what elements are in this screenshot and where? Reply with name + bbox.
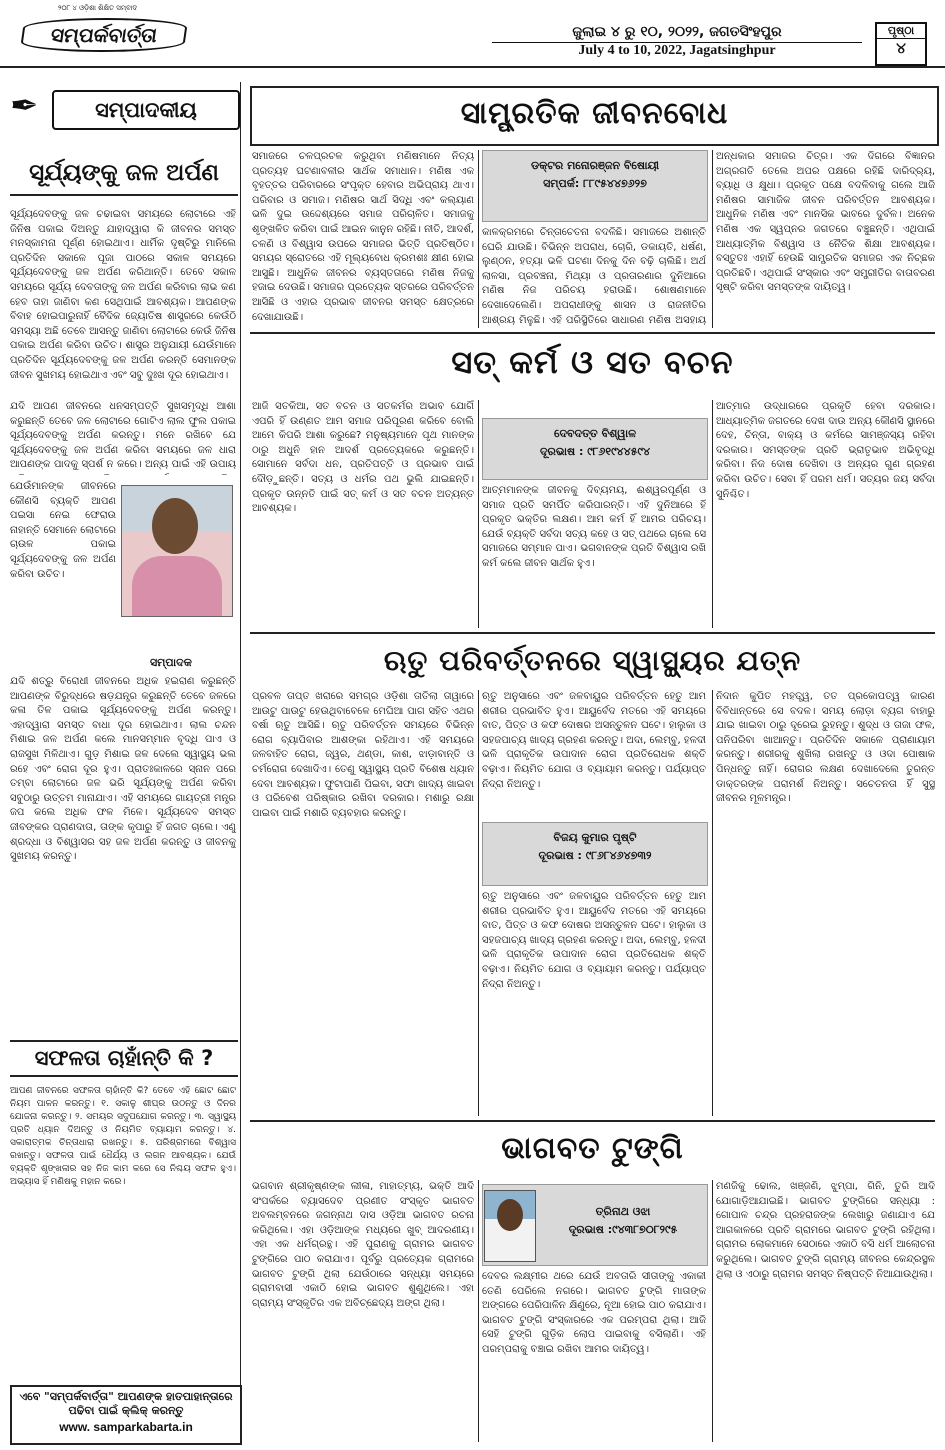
article-3-byline-box: [482, 822, 708, 886]
page-number-box: [875, 22, 927, 66]
editor-photo: [121, 485, 233, 617]
article-3-phone: ଦୂରଭାଷ : ୯୮୬୮୪୬୪୭୩୨: [538, 849, 652, 862]
success-headline: ସଫଳତା ଚାହାଁନ୍ତି କି ?: [10, 1040, 238, 1077]
newspaper-logo: [18, 4, 183, 62]
article-4-column-3: ମଣଜିକୁ ଢୋଲ, ଖଞ୍ଜଣି, ଝୁମ୍ପା, ଗିନି, ତୁରି ଆଦି ଯୋଗାଡ଼ିଆଯାଇଛି। ଭାଗବତ ଟୁଙ୍ଗିରେ ସନ୍ଧ୍ୟା : ଗୋପାଳ ଚନ୍ଦ୍ର ପ୍ରହରାଜଙ୍କ ଲେଖାରୁ ଜଣାଯାଏ ଯେ ଆଗକାଳରେ ପ୍ରତି ଗ୍ରାମରେ ଭାଗବତ ଟୁଙ୍ଗି ରହିଥିଲା। ଗ୍ରାମର ଲୋକମାନେ ସେଠାରେ ଏକାଠି ବସି ଧର୍ମ ଆଲୋଚନା କରୁଥିଲେ। ଭାଗବତ ଟୁଙ୍ଗି ଗ୍ରାମ୍ୟ ଜୀବନର କେନ୍ଦ୍ରସ୍ଥଳ ଥିଲା ଓ ଏଠାରୁ ଗ୍ରାମର ସମସ୍ତ ନିଷ୍ପତ୍ତି ନିଆଯାଉଥିଲା।: [716, 1181, 935, 1280]
success-body: ଆପଣ ଜୀବନରେ ସଫଳତା ଚାହାଁନ୍ତି କି? ତେବେ ଏହି ଛୋଟ ଛୋଟ ନିୟମ ପାଳନ କରନ୍ତୁ। ୧. ସକାଳୁ ଶୀଘ୍ର ଉଠନ୍ତୁ ଓ ଦିନର ଯୋଜନା କରନ୍ତୁ। ୨. ସମୟର ସଦୁପଯୋଗ କରନ୍ତୁ। ୩. ସ୍ୱାସ୍ଥ୍ୟ ପ୍ରତି ଧ୍ୟାନ ଦିଅନ୍ତୁ ଓ ନିୟମିତ ବ୍ୟାୟାମ କରନ୍ତୁ। ୪. ସକାରାତ୍ମକ ଚିନ୍ତାଧାରା ରଖନ୍ତୁ। ୫. ପରିଶ୍ରମରେ ବିଶ୍ୱାସ ରଖନ୍ତୁ। ସଫଳତା ପାଇଁ ଧୈର୍ଯ୍ୟ ଓ ଲଗନ ଆବଶ୍ୟକ। ଯେଉଁ ବ୍ୟକ୍ତି ଶୃଙ୍ଖଳାର ସହ ନିଜ କାମ କରେ ସେ ନିଶ୍ଚୟ ସଫଳ ହୁଏ। ଅଭ୍ୟାସ ହିଁ ମଣିଷକୁ ମହାନ କରେ।: [10, 1086, 236, 1187]
dateline: [492, 24, 862, 59]
logo-tagline: ୨୦୮ ୪ ଓଡ଼ିଶା ଶିକ୍ଷିତ ସମ୍ବାଦ: [58, 4, 138, 12]
date-english: July 4 to 10, 2022, Jagatsinghpur: [578, 43, 776, 58]
editor-face: [152, 498, 198, 554]
column-divider: [478, 1180, 479, 1442]
article-1-column-2: କାଳକ୍ରମରେ ଚିନ୍ତାଚେତନା ବଦଳିଛି। ସମାଜରେ ଅଶାନ୍ତି ଘେରି ଯାଉଛି। ବିଭିନ୍ନ ଅପରାଧ, ଚୋରି, ଡକାୟତି, ଧର୍ଷଣ, ଲୁଣ୍ଠନ, ହତ୍ୟା ଭଳି ଘଟଣା ଦିନକୁ ଦିନ ବଢ଼ି ଚାଲିଛି। ଅର୍ଥ ଲାଳସା, ପ୍ରବଞ୍ଚନା, ମିଥ୍ୟା ଓ ପ୍ରତାରଣାର ଦୁନିଆରେ ମଣିଷ ନିଜ ପରିଚୟ ହରାଉଛି। ଶୋଷଣମାନେ ଦେଖାଦେଲେଣି। ଅପରାଧୀଙ୍କୁ ଶାସନ ଓ ରାଜନୀତିର ଆଶ୍ରୟ ମିଳୁଛି। ଏହି ପରିସ୍ଥିତିରେ ସାଧାରଣ ମଣିଷ ଅସହାୟ: [482, 227, 706, 326]
page-label: ପୃଷ୍ଠା: [877, 24, 925, 39]
article-3-author: ବିଜୟ କୁମାର ପୃଷ୍ଟି: [553, 831, 637, 844]
article-2-headline: ସତ୍ କର୍ମ ଓ ସତ ବଚନ: [250, 332, 935, 396]
editorial-section-title: ସମ୍ପାଦକୀୟ: [52, 90, 240, 130]
column-divider: [712, 150, 713, 328]
article-2-column-2: ଆତ୍ମମାନଙ୍କ ଜୀବନକୁ ଦିବ୍ୟମୟ, ଈଶ୍ୱରପୂର୍ଣ୍ଣ ଓ ସମାଜ ପ୍ରତି ସମର୍ପିତ କରିପାରନ୍ତି। ଏହି ଦୁନିଆରେ ହିଁ ପ୍ରକୃତ ଭକ୍ତିର ଲକ୍ଷଣ। ଆମ କର୍ମ ହିଁ ଆମର ପରିଚୟ। ଯେଉଁ ବ୍ୟକ୍ତି ସର୍ବଦା ସତ୍ୟ କହେ ଓ ସତ୍ ପଥରେ ଚାଲେ ସେ ସମାଜରେ ସମ୍ମାନ ପାଏ। ଭଗବାନଙ୍କ ପ୍ରତି ବିଶ୍ୱାସ ରଖି କର୍ମ କଲେ ଜୀବନ ସାର୍ଥକ ହୁଏ।: [482, 485, 706, 569]
article-3-column-1: ପ୍ରବଳ ତାପ୍ତ ଖରାରେ ସମଗ୍ର ଓଡ଼ିଶା ତାତିଲା ତାୱାରେ ଆଉଟୁ ପାଉଟୁ ହେଉଥିବାବେଳେ ମେଘିଆ ପାଗ ସହିତ ଏଥର ବର୍ଷା ଋତୁ ଆସିଛି। ଋତୁ ପରିବର୍ତ୍ତନ ସମୟରେ ବିଭିନ୍ନ ରୋଗ ବ୍ୟାପିବାର ଆଶଙ୍କା ରହିଥାଏ। ଏହି ସମୟରେ ଜଳବାହିତ ରୋଗ, ଜ୍ୱର, ଥଣ୍ଡା, କାଶ, ଝାଡ଼ାବାନ୍ତି ଓ ଚର୍ମରୋଗ ଦେଖାଦିଏ। ତେଣୁ ସ୍ୱାସ୍ଥ୍ୟ ପ୍ରତି ବିଶେଷ ଧ୍ୟାନ ଦେବା ଆବଶ୍ୟକ। ଫୁଟାପାଣି ପିଇବା, ସଫା ଖାଦ୍ୟ ଖାଇବା ଓ ପରିବେଶ ପରିଷ୍କାର ରଖିବା ଦରକାର। ମଶାରୁ ରକ୍ଷା ପାଇବା ପାଇଁ ମଶାରି ବ୍ୟବହାର କରନ୍ତୁ।: [252, 691, 474, 819]
editorial-paragraph-4: ଯଦି ଶତ୍ରୁ ବିରୋଧୀ ଜୀବନରେ ଅଧିକ ହଇରାଣ କରୁଛନ୍ତି ଆପଣଙ୍କ ବିରୁଦ୍ଧରେ ଷଡ଼ଯନ୍ତ୍ର କରୁଛନ୍ତି ତେବେ ଜଳରେ କଳା ତିଳ ପକାଇ ସୂର୍ଯ୍ୟଦେବଙ୍କୁ ଅର୍ପଣ କରନ୍ତୁ। ଏହାଦ୍ୱାରା ସମସ୍ତ ବାଧା ଦୂର ହୋଇଥାଏ। ଲାଲ ଚନ୍ଦନ ମିଶାଇ ଜଳ ଅର୍ପଣ କଲେ ମାନସମ୍ମାନ ବୃଦ୍ଧି ପାଏ ଓ ରାଜସୁଖ ମିଳିଥାଏ। ଗୁଡ଼ ମିଶାଇ ଜଳ ଦେଲେ ସ୍ୱାସ୍ଥ୍ୟ ଭଲ ରହେ ଏବଂ ରୋଗ ଦୂର ହୁଏ। ପ୍ରାତଃକାଳରେ ସ୍ନାନ ପରେ ତମ୍ବା ଲୋଟାରେ ଜଳ ଭରି ସୂର୍ଯ୍ୟଙ୍କୁ ଅର୍ପଣ କରିବା ସବୁଠାରୁ ଉତ୍ତମ ମାନାଯାଏ। ଏହି ସମୟରେ ଗାୟତ୍ରୀ ମନ୍ତ୍ର ଜପ କଲେ ଅଧିକ ଫଳ ମିଳେ। ସୂର୍ଯ୍ୟଦେବ ସମସ୍ତ ଜୀବଙ୍କର ପ୍ରାଣଦାତା, ତାଙ୍କ କୃପାରୁ ହିଁ ଜଗତ ଚାଲେ। ଏଣୁ ଶ୍ରଦ୍ଧା ଓ ବିଶ୍ୱାସର ସହ ଜଳ ଅର୍ପଣ କରନ୍ତୁ ଓ ଜୀବନକୁ ସୁଖମୟ କରନ୍ତୁ।: [10, 676, 236, 863]
article-4-column-2: ଦେବର ଲକ୍ଷ୍ମୀର ଥରେ ଯେଉଁ ଅବତାରି ସୀତାଙ୍କୁ ଏକାକୀ ତେଣି ପେରିଲେ ନଗରେ। ଭାଗବତ ଟୁଙ୍ଗି ମାତାଙ୍କ ଅଙ୍ଗରେ ପେରିପାଳିନ କ୍ଷିଣୁରେ, ନୂଆ ହୋଇ ପାଠ କରାଯାଏ। ଭାଗବତ ଟୁଙ୍ଗି ସଂସ୍କାରରେ ଏକ ପରମ୍ପରା ଥିଲା। ଆଜି ସେହି ଟୁଙ୍ଗି ଗୁଡ଼ିକ ଲୋପ ପାଇବାକୁ ବସିଲାଣି। ଏହି ପରମ୍ପରାକୁ ବଞ୍ଚାଇ ରଖିବା ଆମର ଦାୟିତ୍ୱ।: [482, 1271, 706, 1355]
editorial-paragraph-2: ଯଦି ଆପଣ ଜୀବନରେ ଧନସମ୍ପତ୍ତି ସୁଖସମୃଦ୍ଧି ଆଶା କରୁଛନ୍ତି ତେବେ ଜଳ ଲୋଟାରେ ଗୋଟିଏ ଲାଲ ଫୁଲ ପକାଇ ସୂର୍ଯ୍ୟଦେବଙ୍କୁ ଅର୍ପଣ କରନ୍ତୁ। ମନେ ରଖିବେ ଯେ ସୂର୍ଯ୍ୟଦେବଙ୍କୁ ଜଳ ଅର୍ପଣ କରିବା ସମୟରେ ଜଳ ଧାରା ଆପଣଙ୍କ ପାଦକୁ ସ୍ପର୍ଶ ନ କରେ। ଅନ୍ୟ ପାଇଁ ଏହି ଉପାୟ: [10, 401, 236, 471]
article-2-author: ଦେବଦତ୍ତ ବିଶ୍ୱାଳ: [553, 427, 637, 440]
article-3-headline: ଋତୁ ପରିବର୍ତ୍ତନରେ ସ୍ୱାସ୍ଥ୍ୟର ଯତ୍ନ: [250, 632, 935, 690]
article-4-author-photo: [484, 1190, 536, 1262]
article-1-author: ଡକ୍ଟର ମନୋରଞ୍ଜନ ବିଷୋୟୀ: [531, 159, 659, 172]
quill-pen-icon: ✒: [10, 86, 39, 126]
column-divider: [712, 400, 713, 628]
editorial-paragraph-1: ସୂର୍ଯ୍ୟଦେବଙ୍କୁ ଜଳ ଚଢାଇବା ସମୟରେ ଲୋଟାରେ ଏହି ଜିନିଷ ପକାଇ ଦିଅନ୍ତୁ ଯାହାଦ୍ୱାରା କି ଜୀବନର ସମସ୍ତ ମନସ୍କାମନା ପୂର୍ଣ୍ଣ ହୋଇଥାଏ। ଧାର୍ମିକ ଦୃଷ୍ଟିରୁ ମାନିଲେ ପ୍ରତିଦିନ ସକାଳେ ପୂଜା ପାଠରେ ସକାଳ ସମୟରେ ସୂର୍ଯ୍ୟଦେବଙ୍କୁ ଜଳ ଅର୍ପଣ କରିଥାନ୍ତି। ତେବେ ସକାଳ ସମୟରେ ସୂର୍ଯ୍ୟ ଦେବତାଙ୍କୁ ଜଳ ଅର୍ପଣ କରିବାର ଲାଭ କଣ ହେବ ତାହା ଜାଣିବା କଣ ସେଥିପାଇଁ ଆବଶ୍ୟକ। ଆପଣଙ୍କ ବିବାହ ହୋଇପାରୁନାହିଁ ବୈଦିକ ଜ୍ୟୋତିଷ ଶାସ୍ତ୍ରରେ କେଉଁଠି ସମସ୍ୟା ଅଛି ତେବେ ଆସନ୍ତୁ ଜାଣିବା ଲୋଟାରେ କେଉଁ ଜିନିଷ ପକାଇ ଅର୍ପଣ କରିବା ଉଚିତ। ଶାସ୍ତ୍ର ଅନୁଯାୟୀ ଯେଉଁମାନେ ପ୍ରତିଦିନ ସୂର୍ଯ୍ୟଦେବଙ୍କୁ ଜଳ ଅର୍ପଣ କରନ୍ତି ସେମାନଙ୍କ ଜୀବନ ସୁଖମୟ ହୋଇଥାଏ ଏବଂ ସବୁ ଦୁଃଖ ଦୂର ହୋଇଥାଏ।: [10, 209, 236, 381]
column-divider: [478, 400, 479, 628]
author-face: [497, 1199, 523, 1231]
website-url-link[interactable]: www. samparkabarta.in: [59, 1420, 193, 1434]
article-1-headline: ସାମ୍ପ୍ରତିକ ଜୀବନବୋଧ: [250, 86, 939, 146]
column-divider: [712, 690, 713, 1116]
article-4-headline: ଭାଗବତ ଟୁଙ୍ଗି: [250, 1120, 935, 1178]
logo-name: ସମ୍ପର୍କବାର୍ତ୍ତା: [20, 18, 189, 52]
article-4-phone: ଦୂରଭାଷ :୯୪୩୮୭୦୮୨୯୫: [568, 1223, 678, 1236]
editor-photo-caption: ସମ୍ପାଦକ: [150, 656, 192, 669]
article-1-column-1: ସମାଜରେ ଚଳପ୍ରଚଳ କରୁଥିବା ମଣିଷମାନେ ନିତ୍ୟ ପ୍ରତ୍ୟହ ଘଟଣାବଳୀର ସାର୍ଥକ ସମାଧାନ। ମଣିଷ ଏକ ବୃହତ୍ତର ପରିବାରରେ ସଂପୃକ୍ତ ହେବାର ଅଭିପ୍ରାୟ ଥାଏ। ପରିବାର ଓ ସମାଜ। ମଣିଷର ସାର୍ଥ ସିଦ୍ଧି ଏବଂ କଲ୍ୟାଣ ଭଳି ଦୁଇ ଉଦ୍ଦେଶ୍ୟରେ ସମାଜ ପରିଚାଳିତ। ସମାଜକୁ ଶୃଙ୍ଖଳିତ କରିବା ପାଇଁ ଆଇନ କାନୁନ ରହିଛି। ନୀତି, ଆଦର୍ଶ, ଚଳଣି ଓ ବିଶ୍ୱାସ ଉପରେ ସମାଜର ଭିତ୍ତି ପ୍ରତିଷ୍ଠିତ। ସମୟର ସ୍ରୋତରେ ଏହି ମୂଲ୍ୟବୋଧ କ୍ରମଶଃ କ୍ଷୀଣ ହୋଇ ଆସୁଛି। ଆଧୁନିକ ଜୀବନର ବ୍ୟସ୍ତତାରେ ମଣିଷ ନିଜକୁ ହଜାଇ ଦେଉଛି। ସମାଜର ପ୍ରତ୍ୟେକ ସ୍ତରରେ ପରିବର୍ତ୍ତନ ଆସିଛି ଓ ଏହାର ପ୍ରଭାବ ଜୀବନର ସମସ୍ତ କ୍ଷେତ୍ରରେ ଦେଖାଯାଉଛି।: [252, 151, 474, 323]
promo-line-1: ଏବେ "ସମ୍ପର୍କବାର୍ତ୍ତା" ଆପଣଙ୍କ ହାତପାହାନ୍ତାରେ: [19, 1390, 233, 1403]
promo-line-2: ପଢିବା ପାଇଁ କ୍ଲିକ୍ କରନ୍ତୁ: [68, 1404, 184, 1417]
article-2-byline-box: [482, 418, 708, 480]
article-3-column-3: ନିଦାନ କୁପିତ ମହତ୍ତ୍ୱ, ତତ ପ୍ରକୋପତ୍ୱ କାରଣ ବିବିଧାନ୍ତରେ ସେ ବଦଳ। ସମୟ ଲୋଡ଼ା ବ୍ୟଗ ବାହାରୁ ଯାଇ ଖାଇବା ଠାରୁ ଦୂରେଇ ରୁହନ୍ତୁ। ଶୁଦ୍ଧ ଓ ତାଜା ଫଳ, ପନିପରିବା ଖାଆନ୍ତୁ। ପ୍ରତିଦିନ ସକାଳେ ପ୍ରାଣାୟାମ କରନ୍ତୁ। ଶରୀରକୁ ଶୁଖିଲା ରଖନ୍ତୁ ଓ ଓଦା ପୋଷାକ ପିନ୍ଧନ୍ତୁ ନାହିଁ। ରୋଗର ଲକ୍ଷଣ ଦେଖାଦେଲେ ତୁରନ୍ତ ଡାକ୍ତରଙ୍କ ପରାମର୍ଶ ନିଅନ୍ତୁ। ସଚେତନତା ହିଁ ସୁସ୍ଥ ଜୀବନର ମୂଳମନ୍ତ୍ର।: [716, 691, 935, 805]
editor-shirt: [132, 556, 222, 616]
page-number: ୪: [896, 39, 906, 57]
article-3-column-2: ଋତୁ ଅନୁସାରେ ଏବଂ ଜଳବାୟୁର ପରିବର୍ତ୍ତନ ହେତୁ ଆମ ଶରୀର ପ୍ରଭାବିତ ହୁଏ। ଆୟୁର୍ବେଦ ମତରେ ଏହି ସମୟରେ ବାତ, ପିତ୍ତ ଓ କଫ ଦୋଷର ଅସନ୍ତୁଳନ ଘଟେ। ହାଲୁକା ଓ ସହଜପାଚ୍ୟ ଖାଦ୍ୟ ଗ୍ରହଣ କରନ୍ତୁ। ଅଦା, ଲେମ୍ବୁ, ହଳଦୀ ଭଳି ପ୍ରାକୃତିକ ଉପାଦାନ ରୋଗ ପ୍ରତିରୋଧକ ଶକ୍ତି ବଢ଼ାଏ। ନିୟମିତ ଯୋଗ ଓ ବ୍ୟାୟାମ କରନ୍ତୁ। ପର୍ଯ୍ୟାପ୍ତ ନିଦ୍ରା ନିଅନ୍ତୁ।: [482, 691, 706, 790]
website-promo-box: [10, 1385, 242, 1445]
article-1-byline-box: [482, 150, 708, 222]
article-4-author: ତ୍ରିନାଥ ଓଝା: [595, 1205, 651, 1218]
article-3-column-2b: ଋତୁ ଅନୁସାରେ ଏବଂ ଜଳବାୟୁର ପରିବର୍ତ୍ତନ ହେତୁ ଆମ ଶରୀର ପ୍ରଭାବିତ ହୁଏ। ଆୟୁର୍ବେଦ ମତରେ ଏହି ସମୟରେ ବାତ, ପିତ୍ତ ଓ କଫ ଦୋଷର ଅସନ୍ତୁଳନ ଘଟେ। ହାଲୁକା ଓ ସହଜପାଚ୍ୟ ଖାଦ୍ୟ ଗ୍ରହଣ କରନ୍ତୁ। ଅଦା, ଲେମ୍ବୁ, ହଳଦୀ ଭଳି ପ୍ରାକୃତିକ ଉପାଦାନ ରୋଗ ପ୍ରତିରୋଧକ ଶକ୍ତି ବଢ଼ାଏ। ନିୟମିତ ଯୋଗ ଓ ବ୍ୟାୟାମ କରନ୍ତୁ। ପର୍ଯ୍ୟାପ୍ତ ନିଦ୍ରା ନିଅନ୍ତୁ।: [482, 891, 706, 990]
article-2-phone: ଦୂରଭାଷ : ୯୮୬୧୯୪୪୫୯୪: [539, 445, 651, 458]
editorial-paragraph-3: ଯେଉଁମାନଙ୍କ ଜୀବନରେ କୌଣସି ବ୍ୟକ୍ତି ଆପଣ ପଇସା ନେଇ ଫେରାଉ ନାହାନ୍ତି ସେମାନେ ଲୋଟାରେ ଚାଉଳ ପକାଇ ସୂର୍ଯ୍ୟଦେବଙ୍କୁ ଜଳ ଅର୍ପଣ କରିବା ଉଚିତ।: [10, 481, 116, 580]
masthead: [0, 0, 945, 68]
article-2-column-1: ଆଜି ସତକିଆ, ସତ ବଚନ ଓ ସତକର୍ମର ଅଭାବ ଯୋଗିଁ ଏପରି ହିଁ ଉଣ୍ଣତ ଆମ ସମାଜ ପରିପୂରଣ କରିବେ ବୋଲି ଆମେ କିପରି ଆଶା କରୁଛେ? ମନୁଷ୍ୟମାନେ ପୃଥ ମାନଙ୍କ ଠାରୁ ଅଧୁନି ହାନ ଆଦର୍ଶ ପ୍ରତ୍ୟେକରେ କରୁଛନ୍ତି। ସୋମାନେ ସର୍ବଦା ଧନ, ପ୍ରତିପତ୍ତି ଓ ପ୍ରଭାବ ପାଇଁ ଦୌଡ଼ୁଛନ୍ତି। ସତ୍ୟ ଓ ଧର୍ମର ପଥ ଭୁଲି ଯାଇଛନ୍ତି। ପ୍ରକୃତ ଉନ୍ନତି ପାଇଁ ସତ୍ କର୍ମ ଓ ସତ ବଚନ ଅତ୍ୟନ୍ତ ଆବଶ୍ୟକ।: [252, 401, 474, 515]
article-2-column-3: ଆତ୍ମାର ଉଦ୍ଧାରରେ ପ୍ରକୃତି ହେବା ଦରକାର। ଆଧ୍ୟାତ୍ମିକ ଜଗତରେ ଦେଖ ଦାଉ ଅନ୍ୟ କୌଣସି ସ୍ଥାନରେ ଦେହ, ଚିନ୍ତା, ବାକ୍ୟ ଓ କର୍ମରେ ସାମଞ୍ଜସ୍ୟ ରହିବା ଦରକାର। ସମସ୍ତଙ୍କ ପ୍ରତି ଭ୍ରାତୃଭାବ ଅଭିବୃଦ୍ଧି କରିବା। ନିଜ ଦୋଷ ଦେଖିବା ଓ ଅନ୍ୟର ଗୁଣ ଗ୍ରହଣ କରିବା ଉଚିତ। ସେବା ହିଁ ପରମ ଧର୍ମ। ସତ୍ୟର ଜୟ ସର୍ବଦା ସୁନିଶ୍ଚିତ।: [716, 401, 935, 500]
column-divider: [478, 150, 479, 328]
editorial-headline: ସୂର୍ଯ୍ୟଙ୍କୁ ଜଳ ଅର୍ପଣ: [10, 160, 238, 196]
article-1-column-3: ଅନ୍ଧକାର ସମାଜର ଚିତ୍ର। ଏକ ଦିଗରେ ବିଜ୍ଞାନର ଅଗ୍ରଗତି ତେଲେ ଅପର ପକ୍ଷରେ ରହିଛି ଦାରିଦ୍ର୍ୟ, ବ୍ୟାଧି ଓ କ୍ଷୁଧା। ପ୍ରକୃତ ପକ୍ଷେ ବଦଳିବାକୁ ଗଲେ ଆଜି ମଣିଷର ସାମାଜିକ ଜୀବନ ପରିବର୍ତ୍ତନ ଆବଶ୍ୟକ। ଆଧୁନିକ ମଣିଷ ଏବଂ ମାନସିକ ଭାବରେ ଦୁର୍ବଳ। ଅନେକ ମଣିଷ ଏକ ସ୍ୱପ୍ନର ଜଗତରେ ବଞ୍ଚୁଛନ୍ତି। ଏଥିପାଇଁ ଆଧ୍ୟାତ୍ମିକ ବିଶ୍ୱାସ ଓ ନୈତିକ ଶିକ୍ଷା ଆବଶ୍ୟକ। ବସ୍ତୁତଃ ଏହାହିଁ ହେଉଛି ସାମ୍ପ୍ରତିକ ସମାଜର ଏକ ନିଚ୍ଛକ ପ୍ରତିଛବି। ଏଥିପାଇଁ ସଂସ୍କାର ଏବଂ ସମ୍ପ୍ରୀତିର ବାତାବରଣ ସୃଷ୍ଟି କରିବା ସମସ୍ତଙ୍କ ଦାୟିତ୍ୱ।: [716, 151, 935, 294]
editorial-section-header: [10, 86, 238, 138]
date-local: ଜୁଲାଇ ୪ ରୁ ୧୦, ୨୦୨୨, ଜଗତସିଂହପୁର: [492, 24, 862, 43]
column-divider: [478, 690, 479, 1116]
column-divider: [712, 1180, 713, 1442]
article-4-column-1: ଭଗବାନ ଶ୍ରୀକୃଷ୍ଣଙ୍କ ଲୀଳା, ମାହାତ୍ମ୍ୟ, ଭକ୍ତି ଆଦି ସଂପର୍କରେ ବ୍ୟାସଦେବ ପ୍ରଣୀତ ସଂସ୍କୃତ ଭାଗବତ ଅବଲମ୍ବନରେ ଜଗନ୍ନାଥ ଦାସ ଓଡ଼ିଆ ଭାଗବତ ରଚନା କରିଥିଲେ। ଏହା ଓଡ଼ିଆଙ୍କ ମଧ୍ୟରେ ଖୁବ୍ ଆଦରଣୀୟ। ଏହା ଏକ ଧର୍ମଗ୍ରନ୍ଥ। ଏହି ପୁରାଣକୁ ଗ୍ରାମର ଭାଗବତ ଟୁଙ୍ଗିରେ ପାଠ କରାଯାଏ। ପୂର୍ବରୁ ପ୍ରତ୍ୟେକ ଗ୍ରାମରେ ଭାଗବତ ଟୁଙ୍ଗି ଥିଲା ଯେଉଁଠାରେ ସନ୍ଧ୍ୟା ସମୟରେ ଗ୍ରାମବାସୀ ଏକାଠି ହୋଇ ଭାଗବତ ଶୁଣୁଥିଲେ। ଏହା ଗ୍ରାମ୍ୟ ସଂସ୍କୃତିର ଏକ ଅବିଚ୍ଛେଦ୍ୟ ଅଙ୍ଗ ଥିଲା।: [252, 1181, 474, 1309]
article-1-phone: ସମ୍ପର୍କ: ୮୮୯୫୪୪୭୬୨୭: [543, 177, 647, 190]
